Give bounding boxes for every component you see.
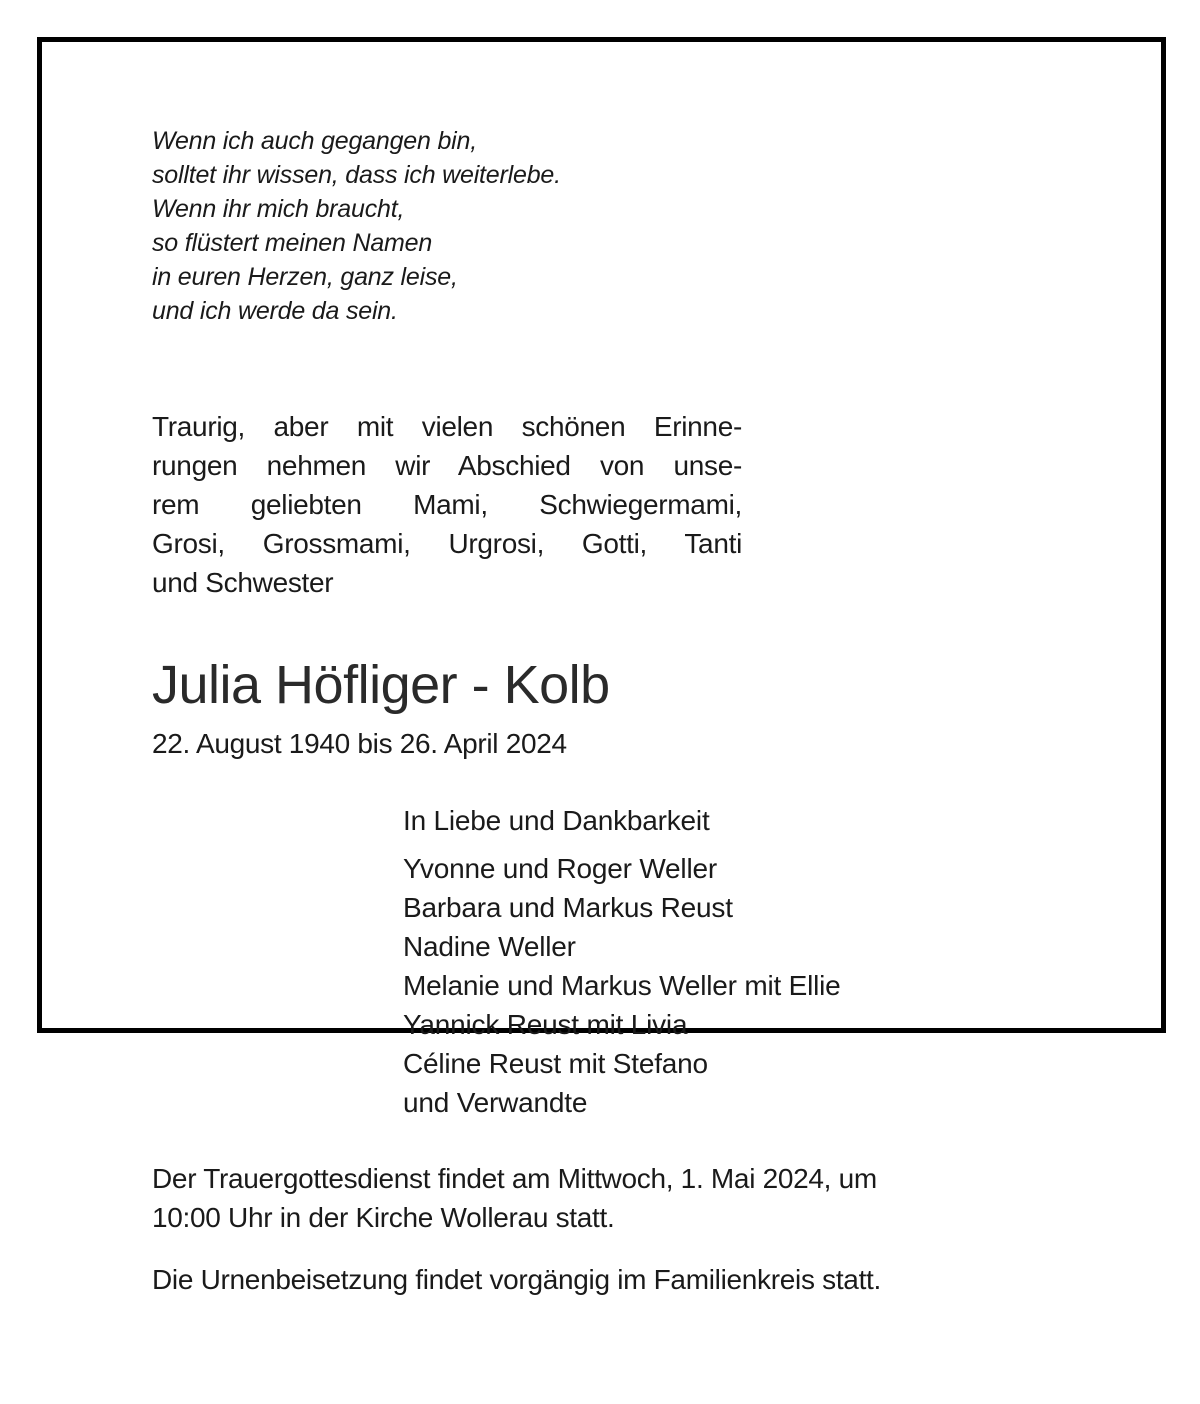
- mourner-name: Melanie und Markus Weller mit Ellie: [403, 970, 841, 1001]
- poem-line: so flüstert meinen Namen: [152, 229, 433, 257]
- service-line: Der Trauergottesdienst findet am Mittwoch, 1. Mai 2024, um: [152, 1163, 877, 1194]
- intro-line: rem geliebten Mami, Schwiegermami,: [152, 489, 742, 520]
- mourner-name: und Verwandte: [403, 1087, 588, 1118]
- mourner-name: Yvonne und Roger Weller: [403, 853, 717, 884]
- mourner-name: Yannick Reust mit Livia: [403, 1009, 688, 1040]
- intro-line: Grosi, Grossmami, Urgrosi, Gotti, Tanti: [152, 528, 742, 559]
- poem-line: Wenn ich auch gegangen bin,: [152, 127, 477, 155]
- mourners-heading: In Liebe und Dankbarkeit: [403, 805, 710, 836]
- funeral-service-notice: [152, 1159, 877, 1237]
- mourner-name: Céline Reust mit Stefano: [403, 1048, 708, 1079]
- obituary-frame: [37, 37, 1166, 1295]
- mourner-name: Barbara und Markus Reust: [403, 892, 733, 923]
- mourners-block: [403, 801, 841, 1122]
- poem-line: und ich werde da sein.: [152, 297, 398, 325]
- poem-line: Wenn ihr mich braucht,: [152, 195, 405, 223]
- service-line: 10:00 Uhr in der Kirche Wollerau statt.: [152, 1202, 615, 1233]
- life-dates: 22. August 1940 bis 26. April 2024: [152, 728, 567, 759]
- poem-line: in euren Herzen, ganz leise,: [152, 263, 458, 291]
- memorial-poem: [152, 124, 561, 328]
- intro-line: Traurig, aber mit vielen schönen Erinne-: [152, 411, 742, 442]
- deceased-name: Julia Höfliger - Kolb: [152, 655, 610, 715]
- mourner-name: Nadine Weller: [403, 931, 576, 962]
- intro-line: und Schwester: [152, 567, 334, 598]
- mourners-list: [403, 849, 841, 1122]
- intro-line: rungen nehmen wir Abschied von unse-: [152, 450, 742, 481]
- poem-line: solltet ihr wissen, dass ich weiterlebe.: [152, 161, 561, 189]
- urn-burial-notice: Die Urnenbeisetzung findet vorgängig im Familienkreis statt.: [152, 1264, 882, 1295]
- farewell-intro: [152, 407, 742, 602]
